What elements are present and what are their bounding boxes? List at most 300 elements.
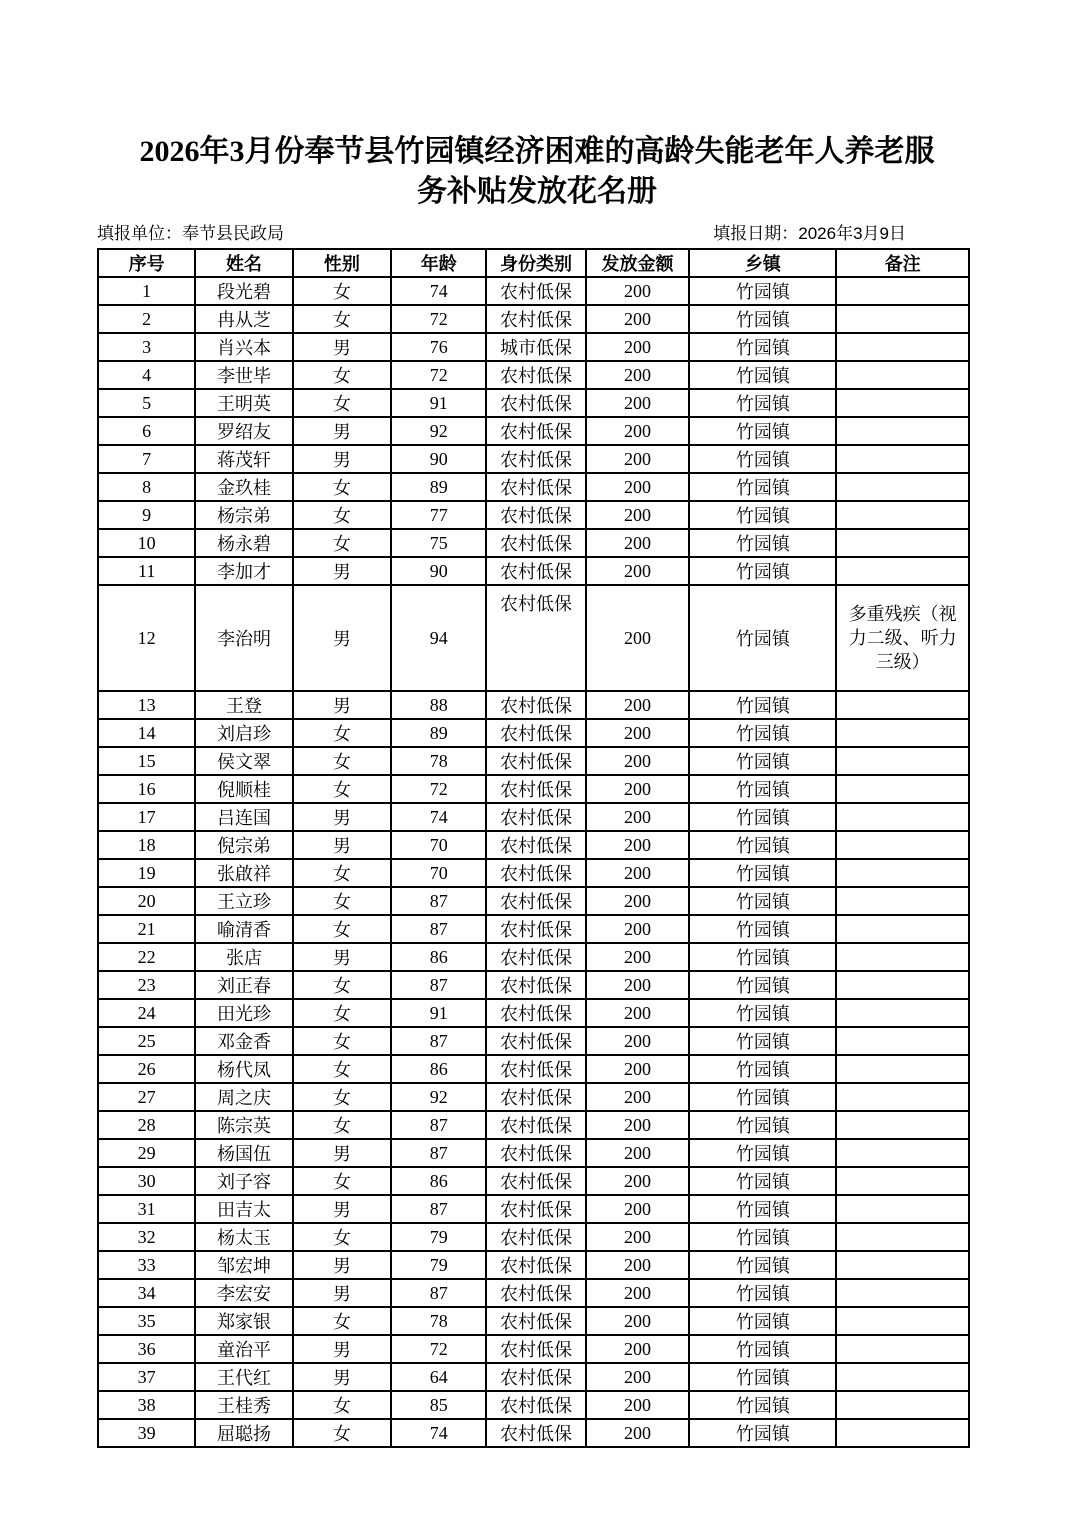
cell-identity: 农村低保 <box>486 305 585 333</box>
cell-town: 竹园镇 <box>689 445 836 473</box>
cell-amount: 200 <box>586 1223 690 1251</box>
cell-gender: 男 <box>293 333 391 361</box>
cell-identity: 农村低保 <box>486 887 585 915</box>
table-row <box>98 1419 969 1447</box>
cell-remark <box>836 1083 969 1111</box>
cell-name: 肖兴本 <box>195 333 292 361</box>
cell-gender: 男 <box>293 1363 391 1391</box>
cell-identity: 城市低保 <box>486 333 585 361</box>
cell-remark <box>836 1167 969 1195</box>
cell-amount: 200 <box>586 859 690 887</box>
cell-amount: 200 <box>586 747 690 775</box>
cell-remark <box>836 859 969 887</box>
cell-identity: 农村低保 <box>486 1251 585 1279</box>
cell-age: 86 <box>391 1167 486 1195</box>
cell-gender: 女 <box>293 529 391 557</box>
cell-remark <box>836 1195 969 1223</box>
cell-identity: 农村低保 <box>486 585 585 691</box>
cell-name: 郑家银 <box>195 1307 292 1335</box>
cell-age: 88 <box>391 691 486 719</box>
cell-identity: 农村低保 <box>486 831 585 859</box>
cell-no: 36 <box>98 1335 195 1363</box>
cell-town: 竹园镇 <box>689 417 836 445</box>
cell-name: 喻清香 <box>195 915 292 943</box>
table-row <box>98 277 969 305</box>
cell-no: 39 <box>98 1419 195 1447</box>
cell-remark <box>836 445 969 473</box>
cell-no: 20 <box>98 887 195 915</box>
cell-gender: 男 <box>293 943 391 971</box>
cell-town: 竹园镇 <box>689 529 836 557</box>
cell-amount: 200 <box>586 557 690 585</box>
table-row <box>98 1223 969 1251</box>
cell-gender: 男 <box>293 557 391 585</box>
cell-name: 倪顺桂 <box>195 775 292 803</box>
cell-gender: 男 <box>293 1335 391 1363</box>
cell-town: 竹园镇 <box>689 333 836 361</box>
cell-remark <box>836 803 969 831</box>
cell-name: 王登 <box>195 691 292 719</box>
cell-amount: 200 <box>586 501 690 529</box>
cell-no: 23 <box>98 971 195 999</box>
column-header-identity: 身份类别 <box>486 249 585 277</box>
cell-identity: 农村低保 <box>486 557 585 585</box>
cell-town: 竹园镇 <box>689 389 836 417</box>
cell-name: 邓金香 <box>195 1027 292 1055</box>
cell-town: 竹园镇 <box>689 915 836 943</box>
cell-amount: 200 <box>586 943 690 971</box>
cell-identity: 农村低保 <box>486 1363 585 1391</box>
cell-remark <box>836 529 969 557</box>
cell-name: 张啟祥 <box>195 859 292 887</box>
cell-no: 33 <box>98 1251 195 1279</box>
cell-identity: 农村低保 <box>486 915 585 943</box>
table-row <box>98 1251 969 1279</box>
cell-remark <box>836 333 969 361</box>
table-row <box>98 1167 969 1195</box>
cell-age: 74 <box>391 277 486 305</box>
cell-name: 邹宏坤 <box>195 1251 292 1279</box>
cell-amount: 200 <box>586 971 690 999</box>
column-header-town: 乡镇 <box>689 249 836 277</box>
cell-amount: 200 <box>586 473 690 501</box>
cell-gender: 女 <box>293 971 391 999</box>
cell-name: 周之庆 <box>195 1083 292 1111</box>
cell-identity: 农村低保 <box>486 1279 585 1307</box>
cell-no: 9 <box>98 501 195 529</box>
cell-gender: 女 <box>293 1307 391 1335</box>
cell-identity: 农村低保 <box>486 1055 585 1083</box>
cell-remark <box>836 943 969 971</box>
cell-name: 田光珍 <box>195 999 292 1027</box>
cell-age: 75 <box>391 529 486 557</box>
table-row <box>98 1139 969 1167</box>
cell-name: 侯文翠 <box>195 747 292 775</box>
cell-gender: 女 <box>293 305 391 333</box>
cell-town: 竹园镇 <box>689 999 836 1027</box>
column-header-amount: 发放金额 <box>586 249 690 277</box>
cell-town: 竹园镇 <box>689 1223 836 1251</box>
cell-age: 79 <box>391 1251 486 1279</box>
cell-gender: 男 <box>293 1195 391 1223</box>
cell-identity: 农村低保 <box>486 775 585 803</box>
cell-remark <box>836 501 969 529</box>
column-header-gender: 性别 <box>293 249 391 277</box>
cell-age: 70 <box>391 859 486 887</box>
cell-gender: 男 <box>293 1251 391 1279</box>
cell-name: 童治平 <box>195 1335 292 1363</box>
cell-amount: 200 <box>586 1251 690 1279</box>
cell-remark <box>836 1251 969 1279</box>
cell-gender: 男 <box>293 831 391 859</box>
cell-amount: 200 <box>586 1195 690 1223</box>
cell-gender: 女 <box>293 389 391 417</box>
cell-no: 2 <box>98 305 195 333</box>
cell-age: 87 <box>391 887 486 915</box>
cell-identity: 农村低保 <box>486 1167 585 1195</box>
cell-age: 78 <box>391 1307 486 1335</box>
header-row <box>98 249 969 277</box>
cell-gender: 女 <box>293 915 391 943</box>
cell-age: 78 <box>391 747 486 775</box>
cell-name: 刘正春 <box>195 971 292 999</box>
cell-remark <box>836 1027 969 1055</box>
cell-amount: 200 <box>586 1363 690 1391</box>
cell-age: 89 <box>391 473 486 501</box>
cell-name: 金玖桂 <box>195 473 292 501</box>
table-row <box>98 915 969 943</box>
cell-no: 18 <box>98 831 195 859</box>
cell-identity: 农村低保 <box>486 1195 585 1223</box>
cell-remark <box>836 747 969 775</box>
table-row <box>98 557 969 585</box>
cell-gender: 女 <box>293 1055 391 1083</box>
cell-remark <box>836 473 969 501</box>
cell-name: 张店 <box>195 943 292 971</box>
cell-gender: 女 <box>293 1419 391 1447</box>
cell-no: 32 <box>98 1223 195 1251</box>
cell-identity: 农村低保 <box>486 1223 585 1251</box>
cell-town: 竹园镇 <box>689 1055 836 1083</box>
cell-town: 竹园镇 <box>689 1111 836 1139</box>
cell-amount: 200 <box>586 445 690 473</box>
cell-no: 5 <box>98 389 195 417</box>
cell-remark <box>836 1335 969 1363</box>
cell-identity: 农村低保 <box>486 389 585 417</box>
cell-remark <box>836 1111 969 1139</box>
cell-identity: 农村低保 <box>486 1335 585 1363</box>
cell-no: 30 <box>98 1167 195 1195</box>
cell-town: 竹园镇 <box>689 1027 836 1055</box>
column-header-remark: 备注 <box>836 249 969 277</box>
cell-age: 85 <box>391 1391 486 1419</box>
cell-town: 竹园镇 <box>689 1167 836 1195</box>
table-row <box>98 417 969 445</box>
cell-no: 27 <box>98 1083 195 1111</box>
cell-remark: 多重残疾（视力二级、听力三级） <box>836 585 969 691</box>
cell-remark <box>836 277 969 305</box>
cell-identity: 农村低保 <box>486 719 585 747</box>
cell-identity: 农村低保 <box>486 417 585 445</box>
document-title: 2026年3月份奉节县竹园镇经济困难的高龄失能老年人养老服务补贴发放花名册 <box>139 135 935 208</box>
table-row <box>98 1335 969 1363</box>
cell-gender: 男 <box>293 1139 391 1167</box>
cell-identity: 农村低保 <box>486 943 585 971</box>
cell-name: 冉从芝 <box>195 305 292 333</box>
cell-town: 竹园镇 <box>689 557 836 585</box>
cell-remark <box>836 831 969 859</box>
cell-age: 72 <box>391 305 486 333</box>
cell-remark <box>836 557 969 585</box>
cell-gender: 女 <box>293 1111 391 1139</box>
table-row <box>98 585 969 691</box>
table-row <box>98 473 969 501</box>
cell-no: 7 <box>98 445 195 473</box>
cell-age: 87 <box>391 1111 486 1139</box>
cell-age: 74 <box>391 1419 486 1447</box>
cell-identity: 农村低保 <box>486 691 585 719</box>
cell-no: 37 <box>98 1363 195 1391</box>
table-row <box>98 529 969 557</box>
cell-age: 76 <box>391 333 486 361</box>
cell-gender: 女 <box>293 277 391 305</box>
cell-name: 王立珍 <box>195 887 292 915</box>
cell-name: 王明英 <box>195 389 292 417</box>
cell-amount: 200 <box>586 831 690 859</box>
cell-amount: 200 <box>586 389 690 417</box>
cell-town: 竹园镇 <box>689 1279 836 1307</box>
cell-identity: 农村低保 <box>486 971 585 999</box>
cell-remark <box>836 775 969 803</box>
cell-amount: 200 <box>586 691 690 719</box>
cell-remark <box>836 305 969 333</box>
table-row <box>98 887 969 915</box>
cell-remark <box>836 1363 969 1391</box>
cell-no: 4 <box>98 361 195 389</box>
cell-identity: 农村低保 <box>486 1027 585 1055</box>
cell-name: 李宏安 <box>195 1279 292 1307</box>
cell-gender: 女 <box>293 1167 391 1195</box>
cell-town: 竹园镇 <box>689 859 836 887</box>
cell-age: 87 <box>391 1195 486 1223</box>
cell-no: 21 <box>98 915 195 943</box>
cell-gender: 男 <box>293 585 391 691</box>
cell-town: 竹园镇 <box>689 277 836 305</box>
cell-no: 3 <box>98 333 195 361</box>
cell-no: 35 <box>98 1307 195 1335</box>
report-unit: 填报单位：奉节县民政局 <box>97 224 284 243</box>
cell-age: 87 <box>391 1139 486 1167</box>
cell-town: 竹园镇 <box>689 971 836 999</box>
cell-amount: 200 <box>586 1279 690 1307</box>
cell-name: 杨太玉 <box>195 1223 292 1251</box>
cell-age: 91 <box>391 389 486 417</box>
cell-remark <box>836 887 969 915</box>
table-row <box>98 775 969 803</box>
report-date: 填报日期：2026年3月9日 <box>713 224 906 243</box>
cell-gender: 女 <box>293 501 391 529</box>
table-row <box>98 1391 969 1419</box>
cell-identity: 农村低保 <box>486 1391 585 1419</box>
table-row <box>98 445 969 473</box>
cell-age: 94 <box>391 585 486 691</box>
cell-age: 90 <box>391 445 486 473</box>
cell-identity: 农村低保 <box>486 1139 585 1167</box>
cell-no: 10 <box>98 529 195 557</box>
cell-name: 段光碧 <box>195 277 292 305</box>
column-header-name: 姓名 <box>195 249 292 277</box>
cell-town: 竹园镇 <box>689 473 836 501</box>
table-row <box>98 1195 969 1223</box>
cell-remark <box>836 417 969 445</box>
cell-age: 87 <box>391 1027 486 1055</box>
cell-remark <box>836 691 969 719</box>
cell-town: 竹园镇 <box>689 361 836 389</box>
cell-no: 1 <box>98 277 195 305</box>
cell-no: 15 <box>98 747 195 775</box>
cell-name: 罗绍友 <box>195 417 292 445</box>
cell-no: 6 <box>98 417 195 445</box>
cell-amount: 200 <box>586 775 690 803</box>
cell-name: 杨永碧 <box>195 529 292 557</box>
cell-age: 92 <box>391 1083 486 1111</box>
cell-remark <box>836 1391 969 1419</box>
roster-table <box>97 248 970 1448</box>
cell-no: 17 <box>98 803 195 831</box>
cell-no: 29 <box>98 1139 195 1167</box>
cell-name: 蒋茂轩 <box>195 445 292 473</box>
cell-gender: 女 <box>293 887 391 915</box>
cell-town: 竹园镇 <box>689 1307 836 1335</box>
cell-gender: 男 <box>293 445 391 473</box>
cell-name: 屈聪扬 <box>195 1419 292 1447</box>
cell-age: 72 <box>391 361 486 389</box>
cell-age: 86 <box>391 943 486 971</box>
table-row <box>98 1111 969 1139</box>
cell-town: 竹园镇 <box>689 1083 836 1111</box>
cell-remark <box>836 1307 969 1335</box>
cell-gender: 男 <box>293 417 391 445</box>
cell-gender: 男 <box>293 803 391 831</box>
cell-name: 刘启珍 <box>195 719 292 747</box>
cell-identity: 农村低保 <box>486 277 585 305</box>
cell-remark <box>836 1419 969 1447</box>
cell-name: 吕连国 <box>195 803 292 831</box>
report-meta <box>97 219 970 244</box>
cell-remark <box>836 1223 969 1251</box>
cell-gender: 女 <box>293 1083 391 1111</box>
cell-no: 24 <box>98 999 195 1027</box>
table-row <box>98 333 969 361</box>
cell-no: 25 <box>98 1027 195 1055</box>
table-row <box>98 971 969 999</box>
cell-name: 杨代凤 <box>195 1055 292 1083</box>
table-row <box>98 859 969 887</box>
cell-amount: 200 <box>586 1027 690 1055</box>
cell-name: 李世毕 <box>195 361 292 389</box>
cell-gender: 男 <box>293 691 391 719</box>
cell-name: 李加才 <box>195 557 292 585</box>
cell-town: 竹园镇 <box>689 1391 836 1419</box>
cell-age: 74 <box>391 803 486 831</box>
cell-town: 竹园镇 <box>689 1195 836 1223</box>
cell-gender: 女 <box>293 361 391 389</box>
cell-name: 刘子容 <box>195 1167 292 1195</box>
table-row <box>98 1279 969 1307</box>
cell-gender: 女 <box>293 999 391 1027</box>
table-row <box>98 747 969 775</box>
cell-age: 86 <box>391 1055 486 1083</box>
cell-gender: 男 <box>293 1279 391 1307</box>
cell-no: 12 <box>98 585 195 691</box>
cell-no: 8 <box>98 473 195 501</box>
cell-age: 92 <box>391 417 486 445</box>
cell-gender: 女 <box>293 859 391 887</box>
cell-amount: 200 <box>586 1335 690 1363</box>
cell-town: 竹园镇 <box>689 719 836 747</box>
cell-identity: 农村低保 <box>486 1111 585 1139</box>
cell-remark <box>836 1139 969 1167</box>
table-row <box>98 1307 969 1335</box>
cell-no: 34 <box>98 1279 195 1307</box>
cell-town: 竹园镇 <box>689 691 836 719</box>
table-row <box>98 361 969 389</box>
table-row <box>98 831 969 859</box>
cell-remark <box>836 971 969 999</box>
cell-age: 77 <box>391 501 486 529</box>
cell-town: 竹园镇 <box>689 887 836 915</box>
cell-name: 杨宗弟 <box>195 501 292 529</box>
table-row <box>98 803 969 831</box>
cell-age: 87 <box>391 971 486 999</box>
cell-no: 19 <box>98 859 195 887</box>
cell-name: 倪宗弟 <box>195 831 292 859</box>
cell-remark <box>836 1279 969 1307</box>
cell-gender: 女 <box>293 1391 391 1419</box>
cell-amount: 200 <box>586 585 690 691</box>
cell-age: 87 <box>391 1279 486 1307</box>
cell-age: 87 <box>391 915 486 943</box>
cell-name: 李治明 <box>195 585 292 691</box>
cell-identity: 农村低保 <box>486 1307 585 1335</box>
cell-remark <box>836 719 969 747</box>
cell-amount: 200 <box>586 1055 690 1083</box>
cell-remark <box>836 361 969 389</box>
cell-identity: 农村低保 <box>486 747 585 775</box>
cell-town: 竹园镇 <box>689 1363 836 1391</box>
cell-age: 72 <box>391 1335 486 1363</box>
cell-name: 杨国伍 <box>195 1139 292 1167</box>
cell-age: 70 <box>391 831 486 859</box>
table-row <box>98 389 969 417</box>
cell-remark <box>836 1055 969 1083</box>
cell-town: 竹园镇 <box>689 1419 836 1447</box>
cell-identity: 农村低保 <box>486 1083 585 1111</box>
cell-town: 竹园镇 <box>689 803 836 831</box>
cell-no: 31 <box>98 1195 195 1223</box>
cell-name: 王代红 <box>195 1363 292 1391</box>
cell-identity: 农村低保 <box>486 999 585 1027</box>
table-row <box>98 1363 969 1391</box>
cell-gender: 女 <box>293 1223 391 1251</box>
cell-amount: 200 <box>586 1307 690 1335</box>
cell-town: 竹园镇 <box>689 1251 836 1279</box>
column-header-age: 年龄 <box>391 249 486 277</box>
cell-town: 竹园镇 <box>689 585 836 691</box>
cell-no: 14 <box>98 719 195 747</box>
cell-identity: 农村低保 <box>486 445 585 473</box>
table-row <box>98 1027 969 1055</box>
